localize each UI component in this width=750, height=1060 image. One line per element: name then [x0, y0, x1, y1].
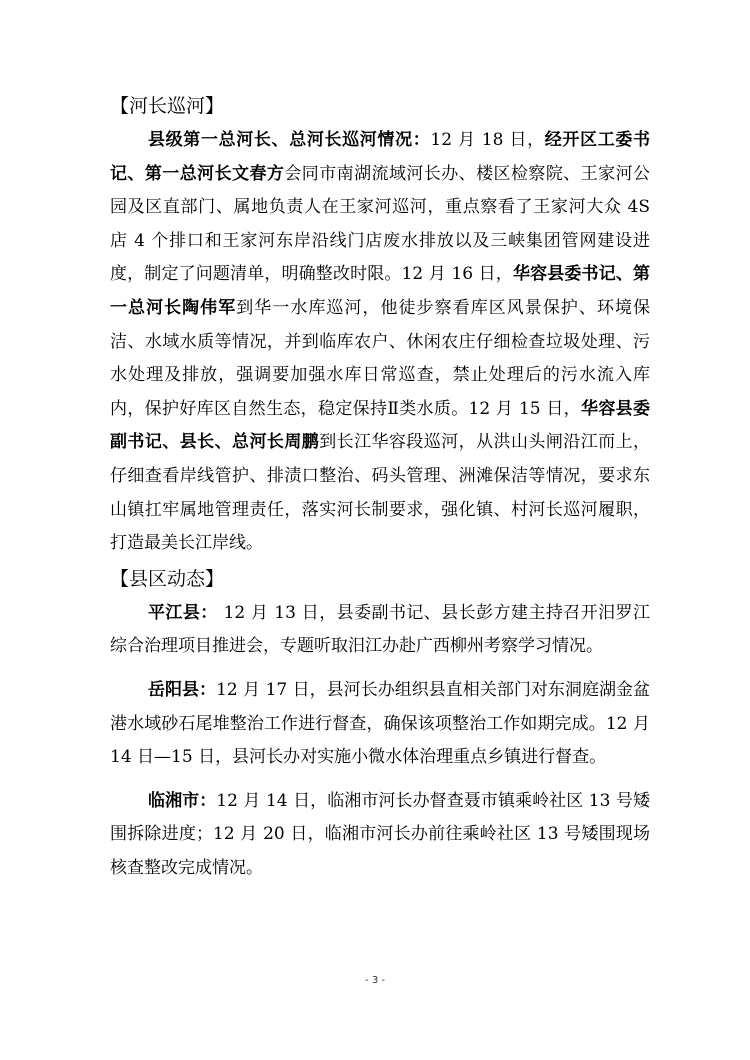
pingjiang-label: 平江县：: [148, 602, 218, 623]
pingjiang-text: 12 月 13 日，县委副书记、县长彭方建主持召开汨罗江综合治理项目推进会，专题听取汨江办赴广西柳州考察学习情况。: [110, 602, 650, 657]
yueyang-label: 岳阳县：: [148, 679, 217, 700]
text-segment: 12 月 18 日，: [430, 130, 545, 150]
text-segment: 到长江华容段巡河，从洪山头闸沿江而上，仔细查看岸线管护、排渍口整治、码头管理、洲滩保洁等情况，要求东山镇扛牢属地管理责任，落实河长制要求，强化镇、村河长巡河履职，打造最美长江岸线。: [110, 432, 651, 554]
document-body: [110, 88, 650, 885]
text-segment: 会同市南湖流域河长办、楼区检察院、王家河公园及区直部门、属地负责人在王家河巡河，重点察看了王家河大众 4S 店 4 个排口和王家河东岸沿线门店废水排放以及三峡集团管网建设进度，制定了问题清单，明确整改时限。12 月 16 日，: [110, 163, 651, 285]
official-name-wen: 经开区工委书记、第一总河长文春方: [110, 130, 651, 184]
river-patrol-paragraph: [110, 124, 650, 561]
section-heading-river-patrol: 【河长巡河】: [110, 95, 225, 117]
text-segment: 到华一水库巡河，他徒步察看库区风景保护、环境保洁、水域水质等情况，并到临库农户、休闲农庄仔细检查垃圾处理、污水处理及排放，强调要加强水库日常巡查，禁止处理后的污水流入库内，保护好库区自然生态，稳定保持Ⅱ类水质。12 月 15 日，: [110, 297, 651, 419]
section-heading-county-news: 【县区动态】: [110, 567, 225, 590]
official-name-zhou: 华容县委副书记、县长、总河长周鹏: [110, 398, 651, 453]
linxiang-text: 12 月 14 日，临湘市河长办督查聂市镇乘岭社区 13 号矮围拆除进度；12 月 20 日，临湘市河长办前往乘岭社区 13 号矮围现场核查整改完成情况。: [110, 790, 650, 878]
linxiang-label: 临湘市：: [148, 790, 217, 811]
county-chief-label: 县级第一总河长、总河长巡河情况：: [148, 130, 431, 150]
yueyang-text: 12 月 17 日，县河长办组织县直相关部门对东洞庭湖金盆港水域砂石尾堆整治工作进行督查，确保该项整治工作如期完成。12 月 14 日—15 日，县河长办对实施小微水体治理重点乡镇进行督查。: [110, 679, 650, 768]
linxiang-paragraph: [110, 785, 650, 886]
yueyang-paragraph: [110, 674, 650, 775]
official-name-tao: 华容县委书记、第一总河长陶伟军: [110, 264, 650, 318]
pingjiang-paragraph: [110, 597, 650, 664]
page-number: - 3 -: [365, 975, 385, 986]
